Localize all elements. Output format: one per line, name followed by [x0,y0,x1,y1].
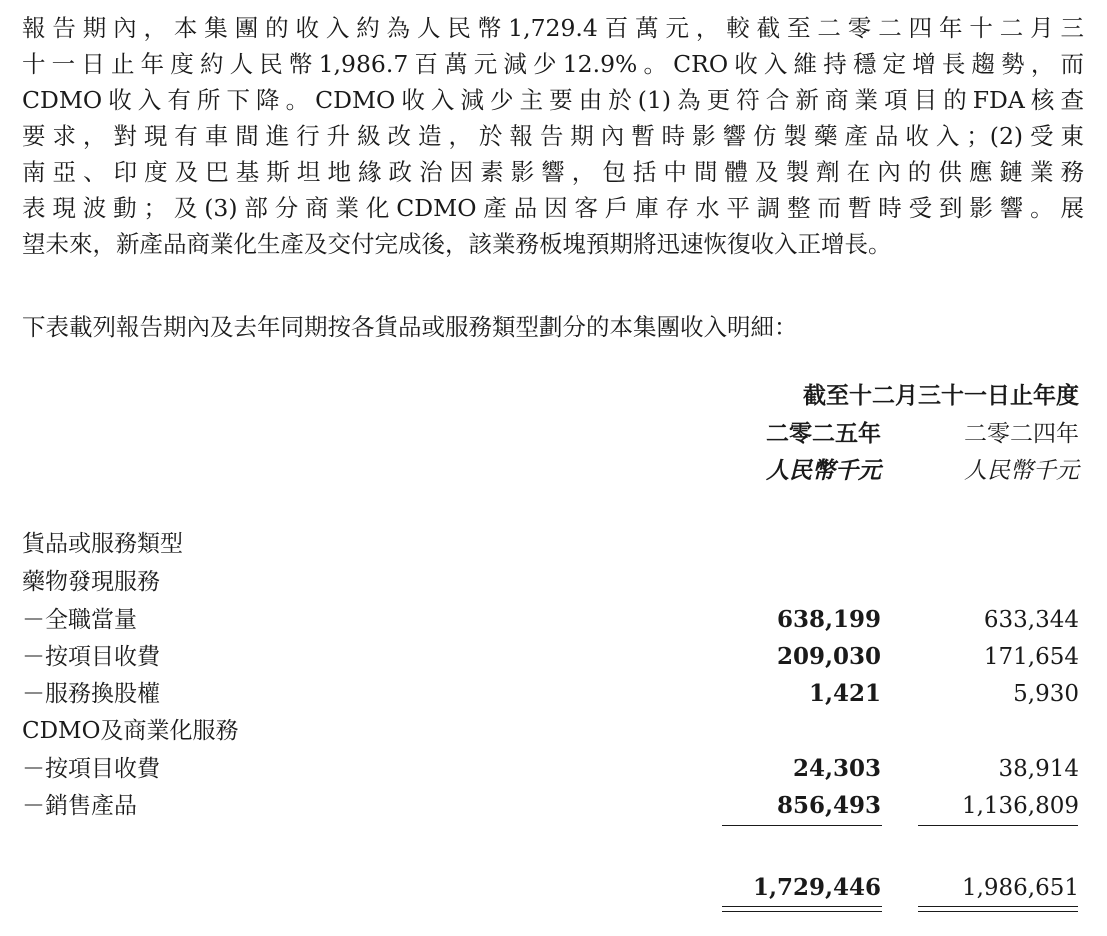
paragraph-line: 望未來，新產品商業化生產及交付完成後，該業務板塊預期將迅速恢復收入正增長。 [22,230,892,258]
value-2025: 638,199 [776,606,881,633]
subtotal-rule [722,825,882,826]
value-2024: 5,930 [1013,681,1079,707]
paragraph-line: 要求，對現有車間進行升級改造，於報告期內暫時影響仿製藥產品收入；(2)受東 [22,122,1084,150]
value-2024: 1,136,809 [961,793,1079,819]
unit-2024-header: 人民幣千元 [964,458,1079,484]
total-2024: 1,986,651 [961,875,1079,901]
paragraph-line: 報告期內，本集團的收入約為人民幣1,729.4百萬元，較截至二零二四年十二月三 [22,14,1084,42]
paragraph-line: CDMO收入有所下降。CDMO收入減少主要由於(1)為更符合新商業項目的FDA核查 [22,86,1084,114]
table-row-label: CDMO及商業化服務 [22,718,239,744]
period-header: 截至十二月三十一日止年度 [803,382,1079,409]
value-2025: 209,030 [776,643,881,670]
table-row-label: －銷售產品 [22,793,137,819]
value-2025: 1,421 [808,680,881,707]
subtotal-rule [918,825,1078,826]
table-row-label: －服務換股權 [22,681,160,707]
total-2025: 1,729,446 [752,874,881,901]
paragraph-line: 表現波動；及(3)部分商業化CDMO產品因客戶庫存水平調整而暫時受到影響。展 [22,194,1084,222]
value-2025: 24,303 [792,755,881,782]
table-intro: 下表載列報告期內及去年同期按各貨品或服務類型劃分的本集團收入明細： [22,313,798,341]
table-row-label: 藥物發現服務 [22,569,160,595]
table-row-label: －按項目收費 [22,644,160,670]
year-2025-header: 二零二五年 [766,420,881,447]
year-2024-header: 二零二四年 [964,421,1079,447]
value-2025: 856,493 [776,792,881,819]
total-double-rule [918,906,1078,912]
revenue-paragraph [22,10,1084,262]
table-row-label: －按項目收費 [22,756,160,782]
unit-2025-header: 人民幣千元 [766,457,881,484]
table-row-label: －全職當量 [22,607,137,633]
paragraph-line: 南亞、印度及巴基斯坦地緣政治因素影響，包括中間體及製劑在內的供應鏈業務 [22,158,1084,186]
value-2024: 171,654 [983,644,1079,670]
value-2024: 38,914 [998,756,1079,782]
total-double-rule [722,906,882,912]
table-row-label: 貨品或服務類型 [22,531,183,557]
paragraph-line: 十一日止年度約人民幣1,986.7百萬元減少12.9%。CRO收入維持穩定增長趨勢，而 [22,50,1084,78]
value-2024: 633,344 [983,607,1079,633]
